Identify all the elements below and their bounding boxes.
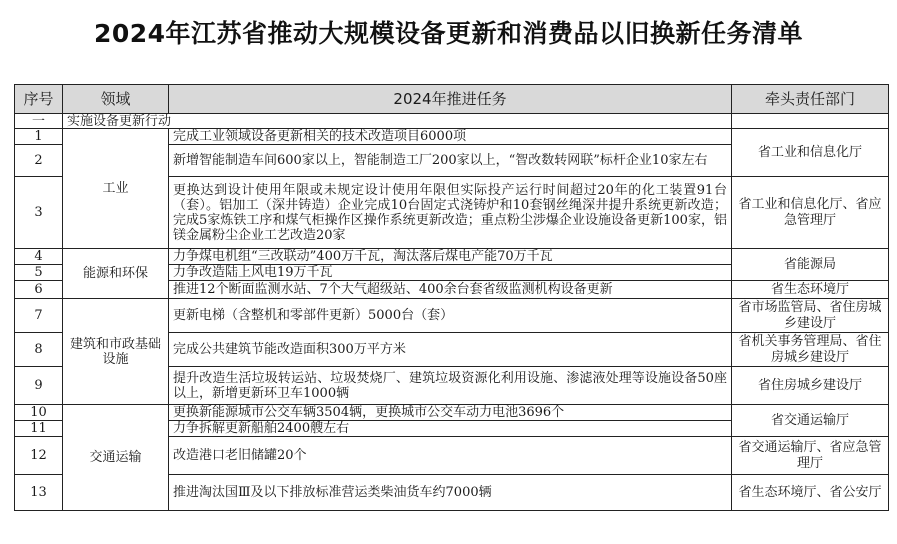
row-task: 改造港口老旧储罐20个 — [169, 437, 732, 475]
row-num: 11 — [15, 421, 63, 437]
table-row — [15, 249, 889, 265]
row-dept: 省机关事务管理局、省住房城乡建设厅 — [732, 333, 889, 367]
row-task: 力争拆解更新船舶2400艘左右 — [169, 421, 732, 437]
row-num: 6 — [15, 281, 63, 299]
header-dept: 牵头责任部门 — [732, 85, 889, 114]
row-task: 完成工业领域设备更新相关的技术改造项目6000项 — [169, 129, 732, 145]
row-num: 10 — [15, 405, 63, 421]
row-num: 5 — [15, 265, 63, 281]
section-row — [15, 114, 889, 129]
table-row — [15, 405, 889, 421]
section-num: 一 — [15, 114, 63, 129]
field-industry: 工业 — [63, 129, 169, 249]
row-dept: 省生态环境厅 — [732, 281, 889, 299]
row-dept: 省交通运输厅、省应急管理厅 — [732, 437, 889, 475]
section-dept-empty — [732, 114, 889, 129]
row-task: 提升改造生活垃圾转运站、垃圾焚烧厂、建筑垃圾资源化利用设施、渗滤液处理等设施设备50座以上，新增更新环卫车1000辆 — [169, 367, 732, 405]
row-num: 2 — [15, 145, 63, 177]
table-header-row — [15, 85, 889, 114]
header-task: 2024年推进任务 — [169, 85, 732, 114]
task-table — [14, 84, 889, 511]
row-num: 7 — [15, 299, 63, 333]
row-dept: 省市场监管局、省住房城乡建设厅 — [732, 299, 889, 333]
row-num: 9 — [15, 367, 63, 405]
header-seq: 序号 — [15, 85, 63, 114]
row-dept: 省工业和信息化厅 — [732, 129, 889, 177]
table-row — [15, 129, 889, 145]
row-dept: 省住房城乡建设厅 — [732, 367, 889, 405]
row-num: 8 — [15, 333, 63, 367]
row-task: 更换达到设计使用年限或未规定设计使用年限但实际投产运行时间超过20年的化工装置91台（套）。铝加工（深井铸造）企业完成10台固定式浇铸炉和10套钢丝绳深井提升系统更新改造；完成5家炼铁工序和煤气柜操作区操作系统更新改造；重点粉尘涉爆企业设施设备更新100家，铝镁金属粉尘企业工艺改造20家 — [169, 177, 732, 249]
row-task: 力争改造陆上风电19万千瓦 — [169, 265, 732, 281]
header-field: 领域 — [63, 85, 169, 114]
row-task: 推进淘汰国Ⅲ及以下排放标准营运类柴油货车约7000辆 — [169, 475, 732, 511]
document-title: 2024年江苏省推动大规模设备更新和消费品以旧换新任务清单 — [93, 19, 804, 48]
row-num: 12 — [15, 437, 63, 475]
row-task: 力争煤电机组“三改联动”400万千瓦，淘汰落后煤电产能70万千瓦 — [169, 249, 732, 265]
row-task: 推进12个断面监测水站、7个大气超级站、400余台套省级监测机构设备更新 — [169, 281, 732, 299]
row-task: 完成公共建筑节能改造面积300万平方米 — [169, 333, 732, 367]
row-dept: 省能源局 — [732, 249, 889, 281]
field-transport: 交通运输 — [63, 405, 169, 511]
row-num: 4 — [15, 249, 63, 265]
row-dept: 省交通运输厅 — [732, 405, 889, 437]
row-dept: 省生态环境厅、省公安厅 — [732, 475, 889, 511]
field-construction: 建筑和市政基础设施 — [63, 299, 169, 405]
row-num: 3 — [15, 177, 63, 249]
row-num: 1 — [15, 129, 63, 145]
row-task: 更新电梯（含整机和零部件更新）5000台（套） — [169, 299, 732, 333]
section-name: 实施设备更新行动 — [63, 114, 732, 129]
row-num: 13 — [15, 475, 63, 511]
row-task: 更换新能源城市公交车辆3504辆，更换城市公交车动力电池3696个 — [169, 405, 732, 421]
row-dept: 省工业和信息化厅、省应急管理厅 — [732, 177, 889, 249]
table-row — [15, 299, 889, 333]
field-energy: 能源和环保 — [63, 249, 169, 299]
row-task: 新增智能制造车间600家以上，智能制造工厂200家以上，“智改数转网联”标杆企业10家左右 — [169, 145, 732, 177]
